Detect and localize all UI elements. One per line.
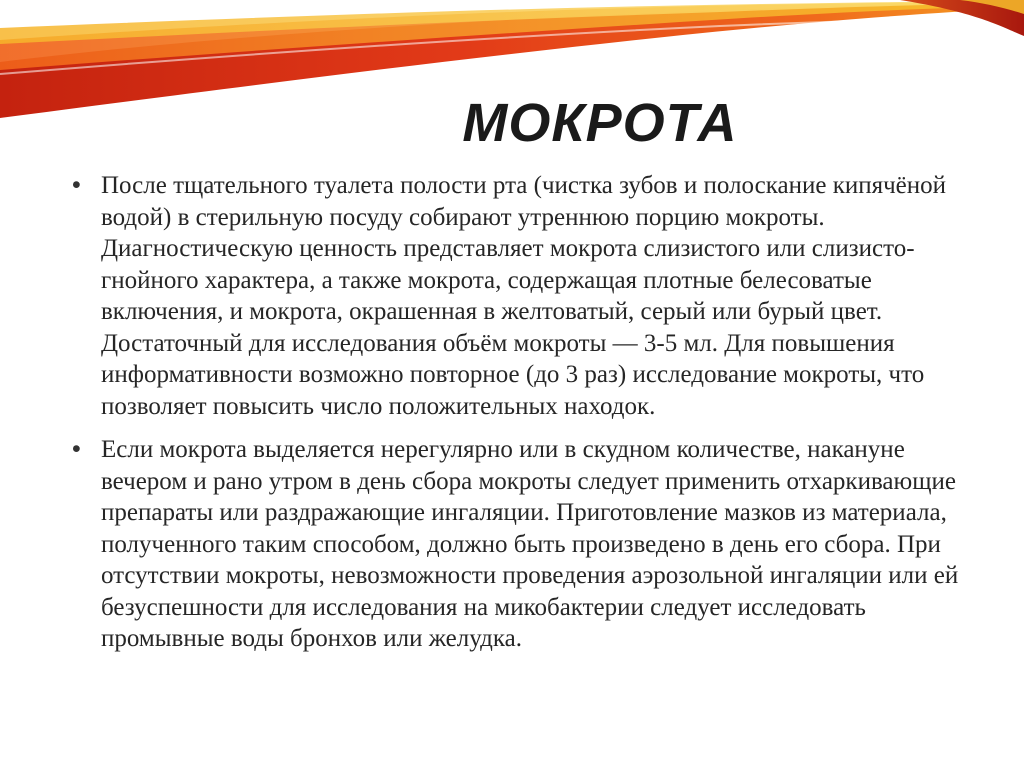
bullet-marker: •: [72, 435, 81, 463]
slide-title: МОКРОТА: [462, 93, 738, 153]
bullet-text: Если мокрота выделяется нерегулярно или в скудном количестве, накануне вечером и рано утром в день сбора мокроты следует применить отхаркивающие препараты или раздражающие ингаляции. Приготовление мазков из материала, полученного таким способом, должно быть произведено в день его сбора. При отсутствии мокроты, невозможности проведения аэрозольной ингаляции или ей безуспешности для исследования на микобактерии следует исследовать промывные воды бронхов или желудка.: [101, 436, 959, 652]
bullet-marker: •: [72, 171, 81, 199]
bullet-list: [72, 170, 972, 667]
bullet-item: [72, 434, 972, 655]
bullet-item: [72, 170, 972, 422]
bullet-text: После тщательного туалета полости рта (чистка зубов и полоскание кипячёной водой) в стерильную посуду собирают утреннюю порцию мокроты. Диагностическую ценность представляет мокрота слизистого или слизисто-гнойного характера, а также мокрота, содержащая плотные белесоватые включения, и мокрота, окрашенная в желтоватый, серый или бурый цвет. Достаточный для исследования объём мокроты — 3-5 мл. Для повышения информативности возможно повторное (до 3 раз) исследование мокроты, что позволяет повысить число положительных находок.: [101, 172, 947, 420]
